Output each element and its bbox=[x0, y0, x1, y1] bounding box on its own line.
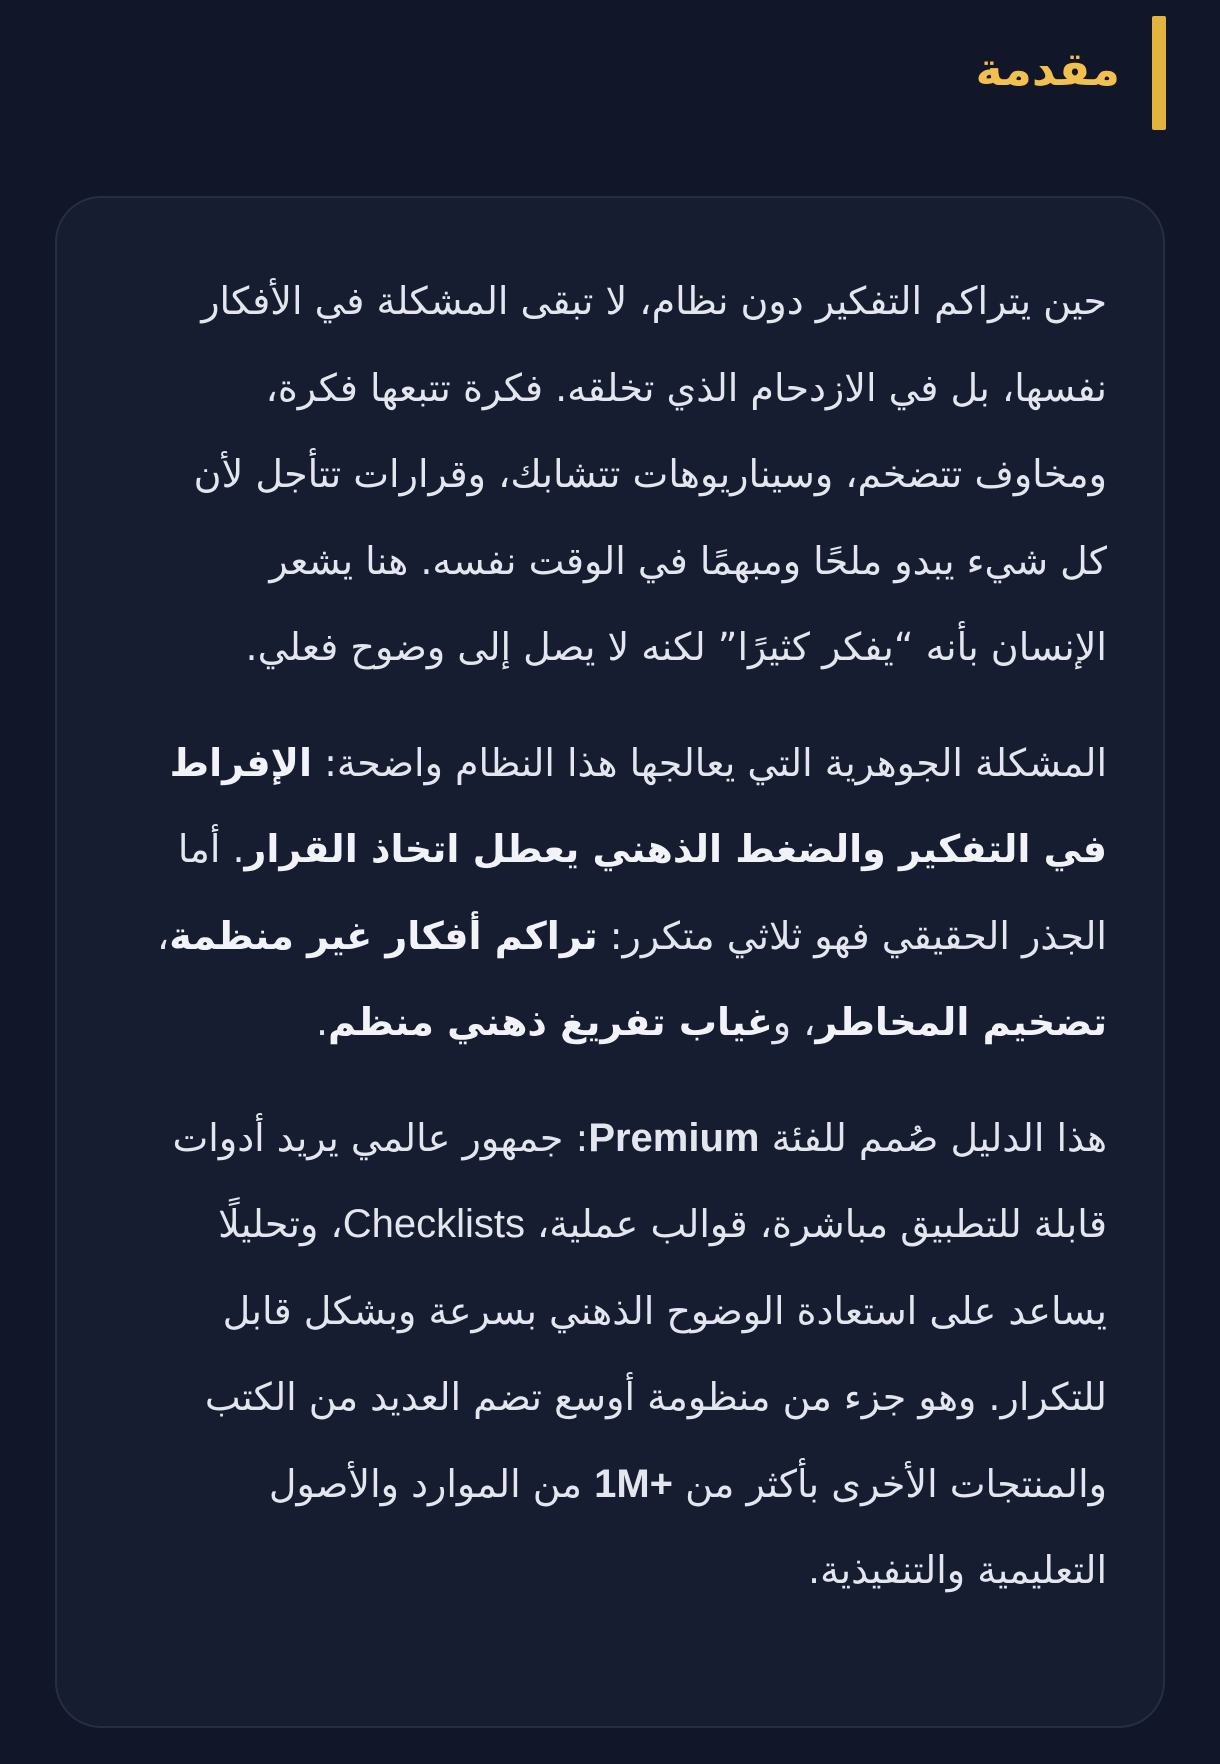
p2-lead: المشكلة الجوهرية التي يعالجها هذا النظام واضحة: bbox=[311, 740, 1107, 785]
section-accent-bar bbox=[1152, 16, 1166, 130]
checklists-label: Checklists bbox=[342, 1202, 525, 1246]
p3-after-premium: : جمهور عالمي يريد أدوات قابلة للتطبيق مباشرة، قوالب عملية، bbox=[172, 1115, 1107, 1246]
p2-sep-2: ، و bbox=[772, 1000, 816, 1044]
intro-paragraph-3 bbox=[149, 1095, 1107, 1614]
section-header bbox=[975, 16, 1166, 130]
p2-highlight-unorganized-thoughts: تراكم أفكار غير منظمة bbox=[169, 913, 598, 958]
p2-end: . bbox=[315, 1000, 329, 1044]
p3-end: من الموارد والأصول التعليمية والتنفيذية. bbox=[268, 1461, 1107, 1592]
intro-paragraph-2 bbox=[149, 720, 1107, 1066]
section-title: مقدمة bbox=[975, 42, 1120, 96]
intro-paragraph-1: حين يتراكم التفكير دون نظام، لا تبقى المشكلة في الأفكار نفسها، بل في الازدحام الذي تخلقه. فكرة تتبعها فكرة، ومخاوف تتضخم، وسيناريوهات تتشابك، وقرارات تتأجل لأن كل شيء يبدو ملحًا ومبهمًا في الوقت نفسه. هنا يشعر الإنسان بأنه “يفكر كثيرًا” لكنه لا يصل إلى وضوح فعلي. bbox=[193, 279, 1107, 669]
p2-highlight-overthinking: الإفراط في التفكير والضغط الذهني يعطل اتخاذ القرار bbox=[169, 740, 1107, 871]
intro-card bbox=[55, 196, 1165, 1728]
p2-highlight-no-mental-dump: غياب تفريغ ذهني منظم bbox=[328, 1000, 773, 1044]
p3-after-checklists: ، وتحليلًا يساعد على استعادة الوضوح الذهني بسرعة وبشكل قابل للتكرار. وهو جزء من منظومة أوسع تضم العديد من الكتب والمنتجات الأخرى بأكثر من bbox=[204, 1202, 1107, 1506]
p2-highlight-risk-inflation: تضخيم المخاطر bbox=[815, 1000, 1107, 1044]
p2-mid: . أما الجذر الحقيقي فهو ثلاثي متكرر: bbox=[177, 827, 1107, 958]
p3-lead: هذا الدليل صُمم للفئة bbox=[759, 1115, 1107, 1160]
p2-sep-1: ، bbox=[157, 913, 170, 958]
resource-count: 1M+ bbox=[594, 1461, 674, 1506]
premium-label: Premium bbox=[588, 1115, 760, 1160]
